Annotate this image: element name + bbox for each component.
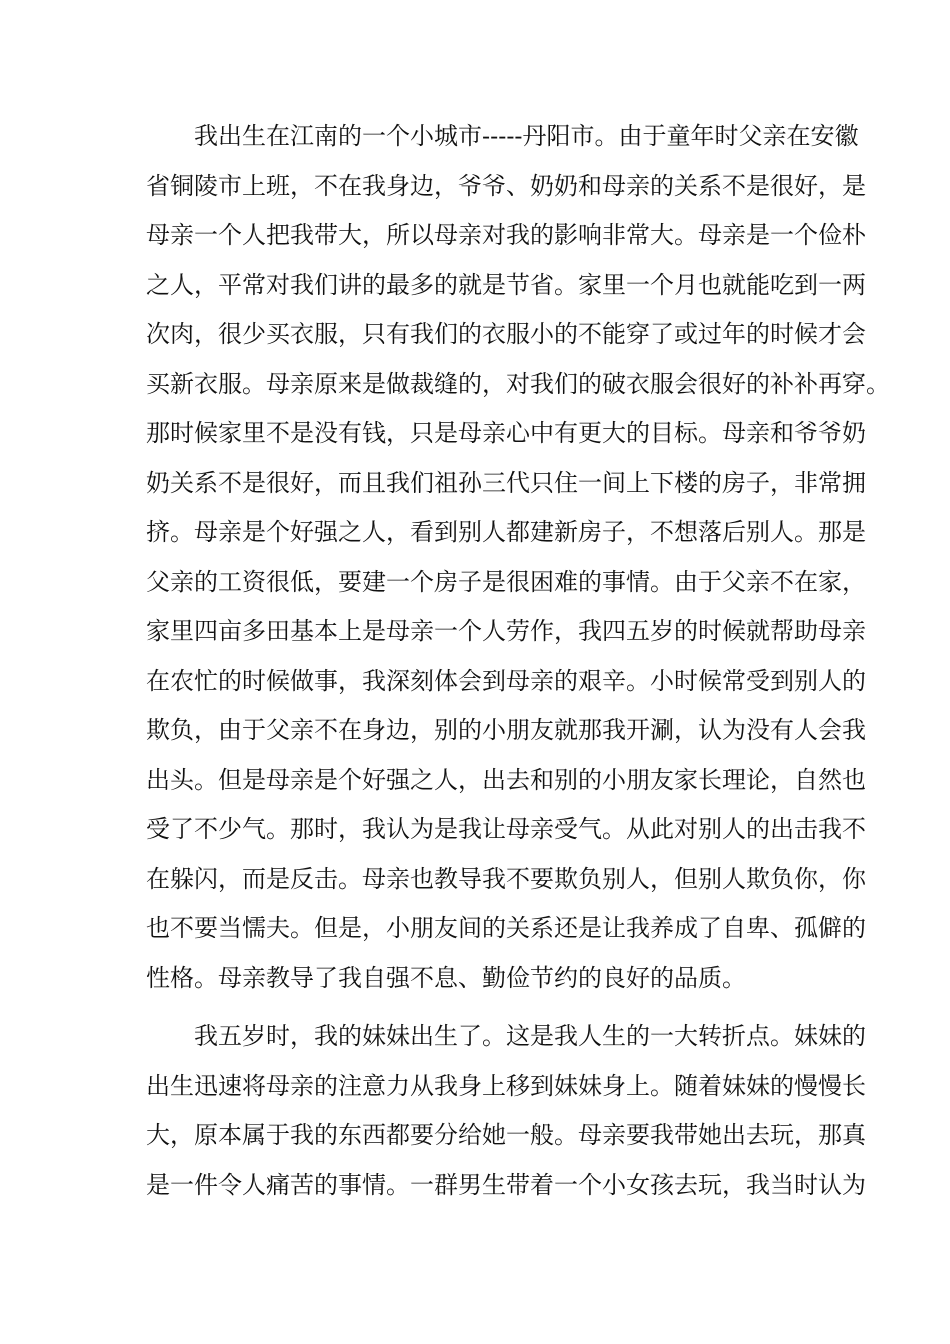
text-line: 受了不少气。那时，我认为是我让母亲受气。从此对别人的出击我不 [146,815,866,843]
text-line: 奶关系不是很好，而且我们祖孙三代只住一间上下楼的房子，非常拥 [146,468,866,497]
paragraph-1 [146,112,890,1003]
text-line: 挤。母亲是个好强之人，看到别人都建新房子，不想落后别人。那是 [146,518,866,546]
paragraph-spacer [146,1003,812,1012]
text-line: 欺负，由于父亲不在身边，别的小朋友就那我开涮，认为没有人会我 [146,716,866,744]
text-line: 父亲的工资很低，要建一个房子是很困难的事情。由于父亲不在家， [146,567,866,596]
text-line: 也不要当懦夫。但是，小朋友间的关系还是让我养成了自卑、孤僻的 [146,914,866,942]
text-line: 我五岁时，我的妹妹出生了。这是我人生的一大转折点。妹妹的 [194,1022,866,1050]
text-line: 省铜陵市上班，不在我身边，爷爷、奶奶和母亲的关系不是很好，是 [146,171,866,200]
text-line: 家里四亩多田基本上是母亲一个人劳作，我四五岁的时候就帮助母亲 [146,617,866,645]
text-line: 之人，平常对我们讲的最多的就是节省。家里一个月也就能吃到一两 [146,270,866,299]
text-line: 在农忙的时候做事，我深刻体会到母亲的艰辛。小时候常受到别人的 [146,666,866,695]
text-line: 那时候家里不是没有钱，只是母亲心中有更大的目标。母亲和爷爷奶 [146,419,866,447]
text-line: 我出生在江南的一个小城市-----丹阳市。由于童年时父亲在安徽 [194,122,859,150]
body-text [146,112,890,1210]
text-line: 大，原本属于我的东西都要分给她一般。母亲要我带她出去玩，那真 [146,1121,866,1149]
text-line: 在躲闪，而是反击。母亲也教导我不要欺负别人，但别人欺负你，你 [146,864,866,893]
text-line: 是一件令人痛苦的事情。一群男生带着一个小女孩去玩，我当时认为 [146,1170,866,1199]
text-line: 出生迅速将母亲的注意力从我身上移到妹妹身上。随着妹妹的慢慢长 [146,1071,866,1100]
text-line: 性格。母亲教导了我自强不息、勤俭节约的良好的品质。 [146,963,746,992]
text-line: 次肉，很少买衣服，只有我们的衣服小的不能穿了或过年的时候才会 [146,320,866,348]
text-line: 母亲一个人把我带大，所以母亲对我的影响非常大。母亲是一个俭朴 [146,221,866,249]
text-line: 买新衣服。母亲原来是做裁缝的，对我们的破衣服会很好的补补再穿。 [146,369,890,398]
paragraph-2 [146,1012,866,1210]
text-line: 出头。但是母亲是个好强之人，出去和别的小朋友家长理论，自然也 [146,765,866,794]
